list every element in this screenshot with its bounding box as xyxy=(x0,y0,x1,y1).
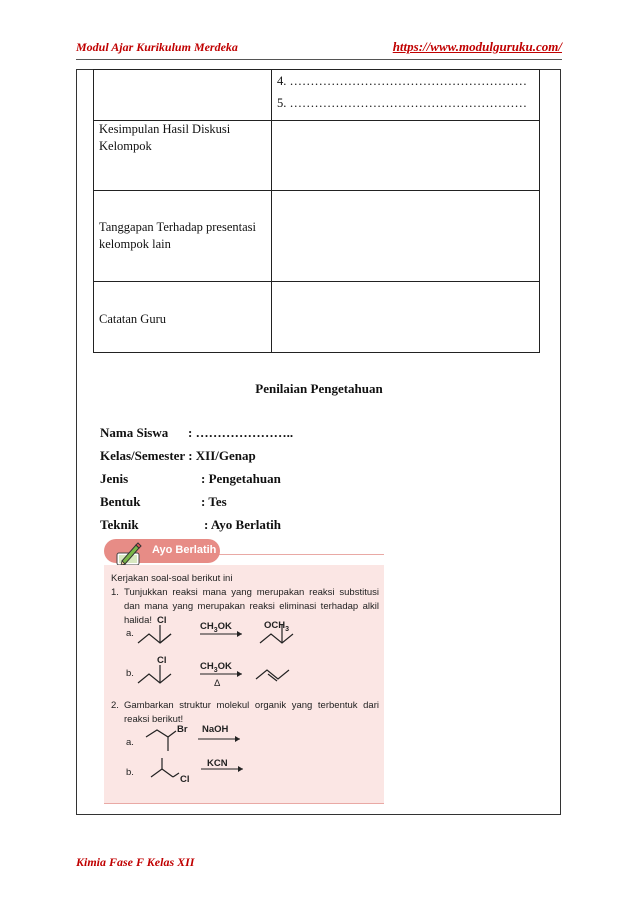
reaction-2a-diagram xyxy=(144,727,254,753)
table-row xyxy=(94,70,540,121)
field-value: : Tes xyxy=(201,494,227,509)
question-2-number: 2. xyxy=(111,700,119,711)
field-value: : Pengetahuan xyxy=(201,471,281,486)
exercise-box xyxy=(104,533,384,805)
q1b-reagent: $CH_3OK$ xyxy=(200,661,232,674)
table-label-catatan-guru: Catatan Guru xyxy=(94,282,272,353)
section-title: Penilaian Pengetahuan xyxy=(255,381,383,396)
table-row xyxy=(94,121,540,191)
table-cell-empty xyxy=(94,70,272,121)
q2a-reagent: NaOH xyxy=(202,724,229,735)
field-key: Kelas/Semester xyxy=(100,448,185,463)
field-nama-siswa xyxy=(100,425,293,441)
table-cell-continued-list xyxy=(272,70,540,121)
q1b-substituent: Cl xyxy=(157,655,167,666)
discussion-table xyxy=(93,69,540,353)
exercise-bottom-line xyxy=(104,803,384,804)
reaction-2b-diagram xyxy=(149,755,259,781)
q2a-substituent: Br xyxy=(177,724,188,735)
field-value: : XII/Genap xyxy=(188,448,256,463)
field-kelas-semester xyxy=(100,448,256,464)
q2a-letter: a. xyxy=(126,737,134,748)
question-1-text: Tunjukkan reaksi mana yang merupakan reaksi substitusi dan mana yang merupakan reaksi eliminasi terhadap alkil halida! xyxy=(124,587,379,626)
list-line-5: 5. ………………………………………………… xyxy=(277,96,527,110)
table-row xyxy=(94,282,540,353)
list-line-4: 4. ………………………………………………… xyxy=(277,74,527,88)
field-key: Bentuk xyxy=(100,494,141,509)
question-1-number: 1. xyxy=(111,587,119,598)
field-jenis xyxy=(100,471,281,487)
field-key: Teknik xyxy=(100,517,139,532)
q1a-substituent: Cl xyxy=(157,615,167,626)
exercise-badge-label: Ayo Berlatih xyxy=(152,544,217,556)
field-value: : ………………….. xyxy=(188,425,294,440)
exercise-badge xyxy=(104,539,220,563)
table-label-kesimpulan: Kesimpulan Hasil Diskusi Kelompok xyxy=(94,121,272,191)
reaction-1a-diagram xyxy=(136,623,386,649)
q1b-condition: Δ xyxy=(214,678,221,689)
q2b-substituent: Cl xyxy=(180,774,190,785)
q1a-reagent: $CH_3OK$ xyxy=(200,621,232,634)
table-value-catatan-guru[interactable] xyxy=(272,282,540,353)
header-module-title: Modul Ajar Kurikulum Merdeka xyxy=(76,40,238,54)
header-divider xyxy=(76,59,562,60)
q1a-letter: a. xyxy=(126,628,134,639)
field-key: Nama Siswa xyxy=(100,425,169,440)
field-teknik xyxy=(100,517,281,533)
question-2-text: Gambarkan struktur molekul organik yang terbentuk dari reaksi berikut! xyxy=(124,700,379,725)
exercise-header-line xyxy=(216,554,384,555)
q1b-letter: b. xyxy=(126,668,134,679)
q2b-letter: b. xyxy=(126,767,134,778)
table-value-tanggapan[interactable] xyxy=(272,191,540,282)
q2b-reagent: KCN xyxy=(207,758,228,769)
table-value-kesimpulan[interactable] xyxy=(272,121,540,191)
q1a-product-group: $OCH_3$ xyxy=(264,620,290,633)
field-key: Jenis xyxy=(100,471,129,486)
field-bentuk xyxy=(100,494,227,510)
header-website-link[interactable]: https://www.modulguruku.com/ xyxy=(392,39,562,54)
footer-text: Kimia Fase F Kelas XII xyxy=(76,855,195,869)
exercise-intro: Kerjakan soal-soal berikut ini xyxy=(111,573,233,584)
field-value: : Ayo Berlatih xyxy=(204,517,282,532)
table-row xyxy=(94,191,540,282)
table-label-tanggapan: Tanggapan Terhadap presentasi kelompok lain xyxy=(94,191,272,282)
reaction-1b-diagram xyxy=(136,663,386,689)
